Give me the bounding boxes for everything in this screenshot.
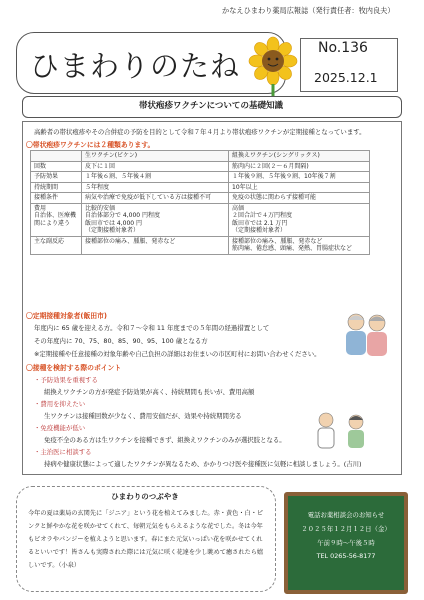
- issue-number: No.136: [318, 40, 368, 56]
- column-title: ひまわりのつぶやき: [111, 492, 179, 501]
- cell-live: 比較的安価 自治体部分で 4,000 円程度 飯田市では 4,000 円 （定期接種対象者）: [82, 203, 229, 236]
- section-heading-eligible: 〇定期接種対象者(飯田市): [26, 312, 107, 320]
- point-title: ・費用を抑えたい: [34, 400, 86, 408]
- table-row: [31, 193, 370, 204]
- doctor-patient-illustration: [312, 408, 372, 454]
- publisher-line: かなえひまわり薬局広報誌（発行責任者：牧内良夫）: [222, 6, 395, 15]
- table-row: [31, 182, 370, 193]
- cell-live: １年後６割、５年後４割: [82, 172, 229, 183]
- notice-time: 午前９時〜午後５時: [317, 539, 375, 547]
- cell-live: ５年程度: [82, 182, 229, 193]
- row-label: 予防効果: [31, 172, 82, 183]
- row-label: 主な副反応: [31, 236, 82, 254]
- notice-phone: TEL 0265-56-8177: [316, 552, 376, 560]
- intro-text: 高齢者の帯状疱疹やその合併症の予防を目的として令和７年４月より帯状疱疹ワクチンが定期接種となっています。: [34, 128, 366, 136]
- table-row: [31, 203, 370, 236]
- elderly-couple-illustration: [338, 310, 394, 364]
- newsletter-title: ひまわりのたね: [30, 49, 241, 83]
- cell-recombinant: 10年以上: [229, 182, 370, 193]
- table-header-cell: [31, 151, 82, 162]
- table-row: [31, 172, 370, 183]
- sunflower-icon: [246, 36, 300, 96]
- point-body: 生ワクチンは接種回数が少なく、費用安価だが、効果や持続期間劣る: [44, 412, 242, 420]
- column-body: 今年の夏は薬局の玄関先に「ジニア」という花を植えてみました。赤・黄色・白・ピンクと鮮やかな花を咲かせてくれて、毎朝元気をもらえるような花でした。冬は今年もビオラやパンジーを植えようと思います。春にまた元気いっぱい花を咲かせてくれるといいです！皆さんも実際された際には元気に咲く花達を少し眺めて癒されたら嬉しいです。（小泉）: [28, 510, 264, 569]
- cell-recombinant: １年後９割、５年後９割、10年後７割: [229, 172, 370, 183]
- point-title: ・免疫機能が低い: [34, 424, 86, 432]
- table-header-row: [31, 151, 370, 162]
- cell-live: 皮下に１回: [82, 161, 229, 172]
- headline: 帯状疱疹ワクチンについての基礎知識: [139, 101, 283, 111]
- table-header-cell: 組換えワクチン(シングリックス): [229, 151, 370, 162]
- eligible-line: その年度内に 70、75、80、85、90、95、100 歳となる方: [34, 337, 208, 345]
- vaccine-comparison-table: [30, 150, 370, 255]
- point-body: 免疫不全のある方は生ワクチンを接種できず、組換えワクチンのみが選択肢となる。: [44, 436, 286, 444]
- cell-live: 接種部位の痛み、腫脹、発赤など: [82, 236, 229, 254]
- eligible-note: ※定期接種や任意接種の対象年齢や自己負担の詳細はお住まいの市区町村にお問い合わせください。: [34, 350, 321, 358]
- point-body: 持病や健康状態によって適したワクチンが異なるため、かかりつけ医や接種医に気軽に相談しましょう。(吉川): [44, 460, 362, 468]
- cell-recombinant: 筋肉内に２回(２〜６月間隔): [229, 161, 370, 172]
- point-body: 組換えワクチンの方が発症予防効果が高く、持続期間も長いが、費用高額: [44, 388, 255, 396]
- cell-recombinant: 免疫の状態に関わらず接種可能: [229, 193, 370, 204]
- table-row: [31, 161, 370, 172]
- point-title: ・主治医に相談する: [34, 448, 92, 456]
- cell-live: 病気や治療で免疫が低下している方は接種不可: [82, 193, 229, 204]
- row-label: 回数: [31, 161, 82, 172]
- point-title: ・予防効果を重視する: [34, 376, 98, 384]
- row-label: 接種条件: [31, 193, 82, 204]
- table-row: [31, 236, 370, 254]
- row-label: 持続期間: [31, 182, 82, 193]
- section-heading-types: 〇帯状疱疹ワクチンには２種類あります。: [26, 141, 155, 149]
- issue-date: 2025.12.1: [314, 70, 378, 85]
- notice-date: ２０２５年１２月１２日（金）: [301, 525, 391, 533]
- cell-recombinant: 高価 ２回合計で４万円程度 飯田市では 2.1 万円 （定期接種対象者）: [229, 203, 370, 236]
- row-label: 費用 自治体、医療機関により違う: [31, 203, 82, 236]
- notice-title: 電話お薬相談会のお知らせ: [307, 511, 385, 519]
- eligible-line: 年度内に 65 歳を迎える方。令和７〜令和 11 年度までの５年間の経過措置として: [34, 324, 270, 332]
- cell-recombinant: 接種部位の痛み、腫脹、発赤など 筋肉痛、倦怠感、頭痛、発熱、胃腸症状など: [229, 236, 370, 254]
- table-header-cell: 生ワクチン(ビケン): [82, 151, 229, 162]
- section-heading-points: 〇接種を検討する際のポイント: [26, 364, 122, 372]
